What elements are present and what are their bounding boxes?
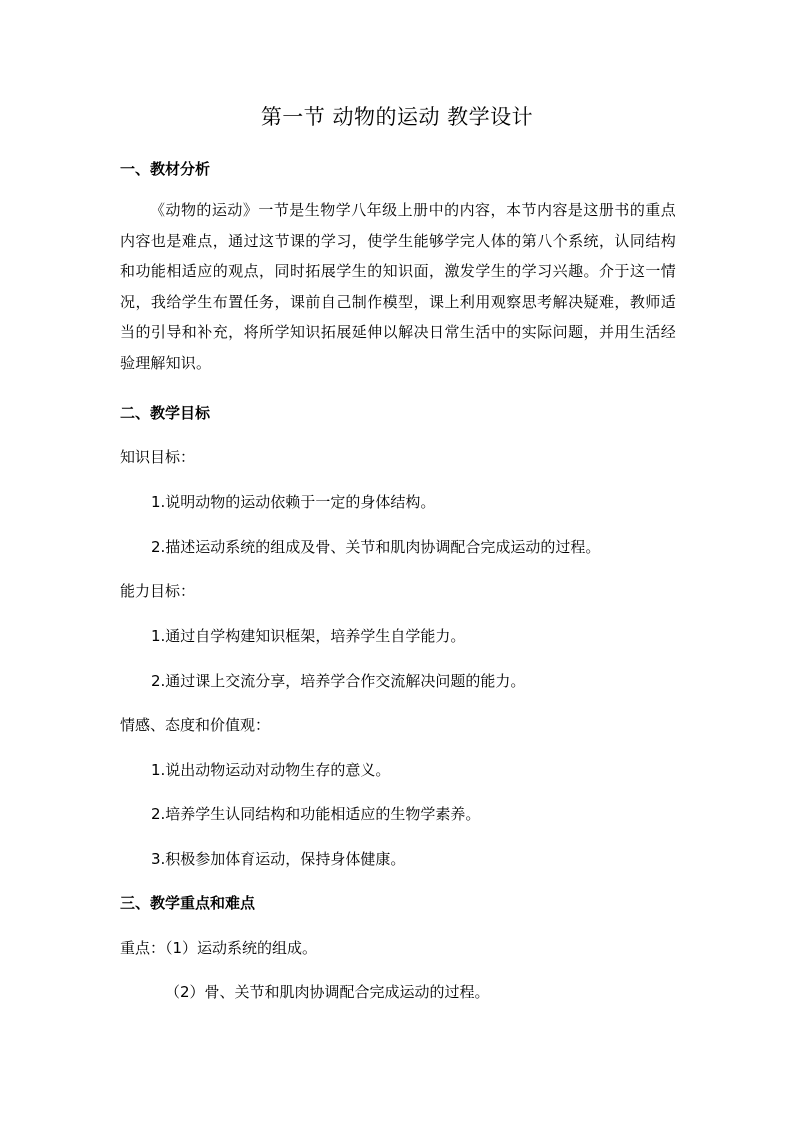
attitude-goal-item: 3.积极参加体育运动，保持身体健康。 [151, 850, 406, 868]
key-point-line: 重点：（1）运动系统的组成。 [120, 939, 318, 957]
knowledge-goals-label: 知识目标： [120, 448, 196, 466]
knowledge-goal-item: 1.说明动物的运动依赖于一定的身体结构。 [151, 493, 436, 511]
attitude-goal-item: 2.培养学生认同结构和功能相适应的生物学素养。 [151, 805, 481, 823]
ability-goal-item: 2.通过课上交流分享，培养学合作交流解决问题的能力。 [151, 672, 526, 690]
section-heading-analysis: 一、教材分析 [120, 160, 211, 178]
attitude-goals-label: 情感、态度和价值观： [120, 716, 271, 734]
knowledge-goal-item: 2.描述运动系统的组成及骨、关节和肌肉协调配合完成运动的过程。 [151, 538, 601, 556]
key-point-line: （2）骨、关节和肌肉协调配合完成运动的过程。 [165, 983, 490, 1001]
ability-goal-item: 1.通过自学构建知识框架，培养学生自学能力。 [151, 627, 466, 645]
section-heading-goals: 二、教学目标 [120, 404, 211, 422]
page-title: 第一节 动物的运动 教学设计 [260, 105, 534, 129]
attitude-goal-item: 1.说出动物运动对动物生存的意义。 [151, 761, 391, 779]
section-heading-key-points: 三、教学重点和难点 [120, 894, 256, 912]
ability-goals-label: 能力目标： [120, 582, 196, 600]
analysis-paragraph: 《动物的运动》一节是生物学八年级上册中的内容，本节内容是这册书的重点内容也是难点，通过这节课的学习，使学生能够学完人体的第八个系统，认同结构和功能相适应的观点，同时拓展学生的知识面，激发学生的学习兴趣。介于这一情况，我给学生布置任务，课前自己制作模型，课上利用观察思考解决疑难，教师适当的引导和补充，将所学知识拓展延伸以解决日常生活中的实际问题，并用生活经验理解知识。 [120, 201, 676, 372]
